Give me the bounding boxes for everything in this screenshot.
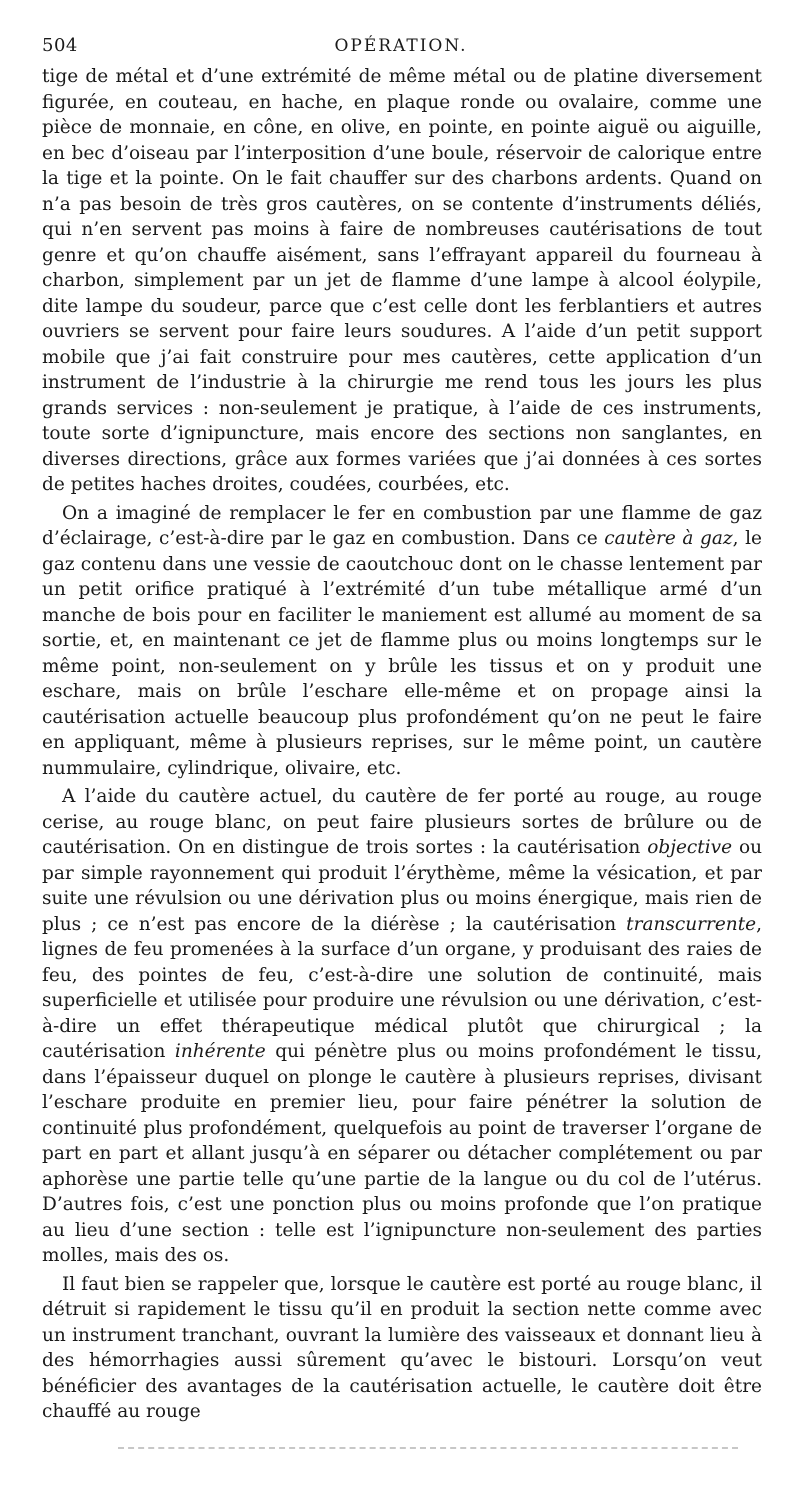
italic-term: objective xyxy=(647,837,733,858)
body-text xyxy=(42,64,762,1425)
paragraph-3 xyxy=(42,784,762,1269)
italic-term: cautère à gaz xyxy=(604,528,733,549)
paragraph-1 xyxy=(42,64,762,498)
text-run: , le gaz contenu dans une vessie de caoutchouc dont on le chasse lentement par un petit orifice pratiqué à l’extrémité d’un tube métallique armé d’un manche de bois pour en faciliter le maniement est allumé au moment de sa sortie, et, en maintenant ce jet de flamme plus ou moins longtemps sur le même point, non-seulement on y brûle les tissus et on y produit une eschare, mais on brûle l’eschare elle-même et on propage ainsi la cautérisation actuelle beaucoup plus profondément qu’on ne peut le faire en appliquant, même à plusieurs reprises, sur le même point, un cautère nummulaire, cylindrique, olivaire, etc. xyxy=(42,528,762,779)
text-run: tige de métal et d’une extrémité de même métal ou de platine diversement figurée, en couteau, en hache, en plaque ronde ou ovalaire, comme une pièce de monnaie, en cône, en olive, en pointe, en pointe aiguë ou aiguille, en bec d’oiseau par l’interposition d’une boule, réservoir de calorique entre la tige et la pointe. On le fait chauffer sur des charbons ardents. Quand on n’a pas besoin de très gros cautères, on se contente d’instruments déliés, qui n’en servent pas moins à faire de nombreuses cautérisations de tout genre et qu’on chauffe aisément, sans l’effrayant appareil du fourneau à charbon, simplement par un jet de flamme d’une lampe à alcool éolypile, dite lampe du soudeur, parce que c’est celle dont les ferblantiers et autres ouvriers se servent pour faire leurs soudures. A l’aide d’un petit support mobile que j’ai fait construire pour mes cautères, cette application d’un instrument de l’industrie à la chirurgie me rend tous les jours les plus grands services : non-seulement je pratique, à l’aide de ces instruments, toute sorte d’ignipuncture, mais encore des sections non sanglantes, en diverses directions, grâce aux formes variées que j’ai données à ces sortes de petites haches droites, coudées, courbées, etc. xyxy=(42,66,762,495)
italic-term: inhérente xyxy=(174,1041,266,1062)
text-run: qui pénètre plus ou moins profondément le tissu, dans l’épaisseur duquel on plonge le cautère à plusieurs reprises, divisant l’eschare produite en premier lieu, pour faire pénétrer la solution de continuité plus profondément, quelquefois au point de traverser l’organe de part en part et allant jusqu’à en séparer ou détacher complétement ou par aphorèse une partie telle qu’une partie de la langue ou du col de l’utérus. D’autres fois, c’est une ponction plus ou moins profonde que l’on pratique au lieu d’une section : telle est l’ignipuncture non-seulement des parties molles, mais des os. xyxy=(42,1041,762,1266)
text-run: On a imaginé de remplacer le fer en combustion par une flamme de gaz d’éclairage, c’est-à-dire par le gaz en combustion. Dans ce xyxy=(42,502,762,549)
running-head: OPÉRATION. xyxy=(334,36,468,56)
text-run: , lignes de feu promenées à la surface d’un organe, y produisant des raies de feu, des pointes de feu, c’est-à-dire une solution de continuité, mais superficielle et utilisée pour produire une révulsion ou une dérivation, c’est-à-dire un effet thérapeutique médical plutôt que chirurgical ; la cautérisation xyxy=(42,913,762,1062)
italic-term: transcurrente xyxy=(626,913,757,935)
page-header xyxy=(42,34,760,60)
paragraph-4 xyxy=(42,1272,762,1425)
paragraph-2 xyxy=(42,501,762,782)
page-number: 504 xyxy=(42,35,78,56)
bottom-rule xyxy=(118,1447,738,1449)
text-run: ou par simple rayonnement qui produit l’érythème, même la vésication, et par suite une révulsion ou une dérivation plus ou moins énergique, mais rien de plus ; ce n’est pas encore de la diérèse ; la cautérisation xyxy=(42,837,762,935)
text-run: A l’aide du cautère actuel, du cautère de fer porté au rouge, au rouge cerise, au rouge blanc, on peut faire plusieurs sortes de brûlure ou de cautérisation. On en distingue de trois sortes : la cautérisation xyxy=(42,786,762,858)
text-run: Il faut bien se rappeler que, lorsque le cautère est porté au rouge blanc, il détruit si rapidement le tissu qu’il en produit la section nette comme avec un instrument tranchant, ouvrant la lumière des vaisseaux et donnant lieu à des hémorrhagies aussi sûrement qu’avec le bistouri. Lorsqu’on veut bénéficier des avantages de la cautérisation actuelle, le cautère doit être chauffé au rouge xyxy=(42,1273,762,1422)
